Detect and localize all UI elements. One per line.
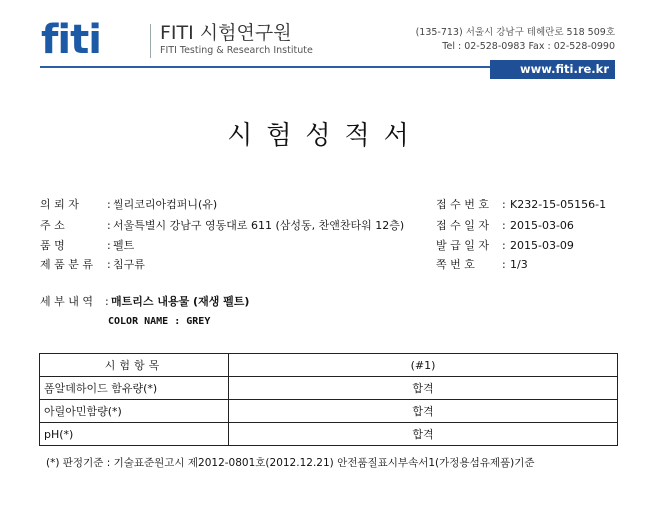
info-label: 품 명 — [40, 239, 65, 252]
results-table — [39, 353, 618, 446]
test-item: pH(*) — [40, 423, 229, 446]
info-value: 펠트 — [113, 239, 135, 252]
info-label: 제 품 분 류 — [40, 258, 93, 271]
info-value: 2015-03-06 — [510, 219, 574, 232]
info-label: 접 수 일 자 — [436, 219, 489, 232]
info-value: 2015-03-09 — [510, 239, 574, 252]
header-test-item: 시험항목 — [40, 354, 229, 377]
footnote: (*) 판정기준 : 기술표준원고시 제2012-0801호(2012.12.21) 안전품질표시부속서1(가정용섬유제품)기준 — [46, 457, 535, 469]
test-result: 합격 — [229, 377, 618, 400]
org-contact: Tel : 02-528-0983 Fax : 02-528-0990 — [442, 41, 615, 52]
info-colon: : — [502, 198, 506, 211]
info-value: 서울특별시 강남구 영동대로 611 (삼성동, 찬앤찬타워 12층) — [113, 219, 405, 232]
details-line1: 매트리스 내용물 (재생 펠트) — [111, 295, 250, 308]
info-colon: : — [502, 258, 506, 271]
fiti-logo: fiti — [41, 17, 101, 63]
test-result: 합격 — [229, 423, 618, 446]
document-title: 시험성적서 — [227, 121, 423, 151]
test-item: 폼알데하이드 함유량(*) — [40, 377, 229, 400]
table-header-row — [40, 354, 618, 377]
info-label: 쪽 번 호 — [436, 258, 475, 271]
info-colon: : — [502, 219, 506, 232]
info-value: 침구류 — [113, 258, 145, 271]
logo-divider — [150, 24, 151, 58]
info-label: 의 뢰 자 — [40, 198, 79, 211]
info-value: 1/3 — [510, 258, 528, 271]
info-colon: : — [105, 295, 109, 308]
info-label: 발 급 일 자 — [436, 239, 489, 252]
info-value: K232-15-05156-1 — [510, 198, 607, 211]
org-address: (135-713) 서울시 강남구 테헤란로 518 509호 — [415, 27, 615, 38]
info-colon: : — [107, 239, 111, 252]
test-item: 아릴아민함량(*) — [40, 400, 229, 423]
info-label: 접 수 번 호 — [436, 198, 489, 211]
website-link[interactable]: www.fiti.re.kr — [490, 60, 615, 79]
org-name-ko: FITI 시험연구원 — [160, 22, 292, 44]
table-row — [40, 423, 618, 446]
info-colon: : — [107, 198, 111, 211]
test-result: 합격 — [229, 400, 618, 423]
table-row — [40, 377, 618, 400]
info-value: 씰리코리아컴퍼니(유) — [113, 198, 218, 211]
org-name-en: FITI Testing & Research Institute — [160, 45, 313, 56]
info-label: 주 소 — [40, 219, 65, 232]
details-line2: COLOR NAME : GREY — [108, 316, 211, 327]
info-colon: : — [107, 258, 111, 271]
info-colon: : — [502, 239, 506, 252]
details-label: 세 부 내 역 — [40, 295, 93, 308]
table-row — [40, 400, 618, 423]
header-sample: (#1) — [229, 354, 618, 377]
info-colon: : — [107, 219, 111, 232]
